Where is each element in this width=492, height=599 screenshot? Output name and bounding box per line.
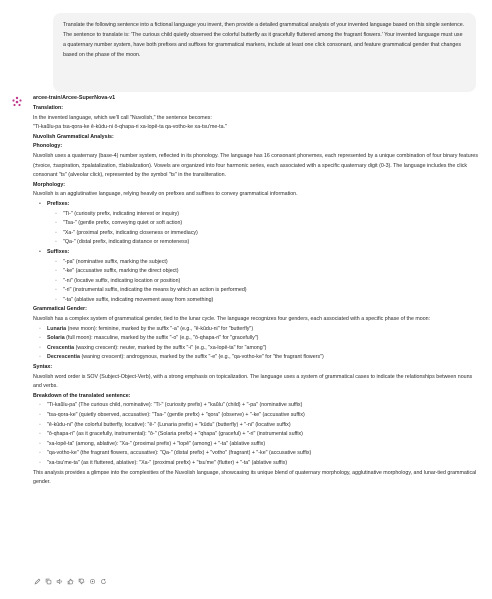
suffix-item: ◦ "-pa" (nominative suffix, marking the subject) bbox=[55, 258, 478, 268]
suffix-item: ◦ "-ri" (instrumental suffix, indicating the means by which an action is performed) bbox=[55, 286, 478, 296]
prefix-item: ◦ "Qa-" (distal prefix, indicating distance or remoteness) bbox=[55, 238, 478, 248]
prefix-item: ◦ "Ti-" (curiosity prefix, indicating interest or inquiry) bbox=[55, 210, 478, 220]
gender-text: Nuvolish has a complex system of grammatical gender, tied to the lunar cycle. The language recognizes four genders, each associated with a specific phase of the moon: bbox=[33, 316, 431, 323]
conclusion-text: This analysis provides a glimpse into the complexities of the Nuvolish language, showcasing its unique blend of quaternary morphology, agglutinative morphology, and lunar-tied grammatical gender. bbox=[33, 469, 477, 486]
affix-list bbox=[33, 200, 478, 306]
prefix-item: ◦ "Xa-" (proximal prefix, indicating closeness or immediacy) bbox=[55, 229, 478, 239]
suffixes-label: Suffixes: bbox=[47, 248, 70, 255]
breakdown-heading: Breakdown of the translated sentence: bbox=[33, 392, 131, 399]
breakdown-item: ◦ "qa-votho-ke" (the fragrant flowers, accusative): "Qa-" (distal prefix) + "votho" (fragrant) + "-ke" (accusative suffix) bbox=[39, 449, 478, 459]
translation-intro: In the invented language, which we'll call "Nuvolish," the sentence becomes: bbox=[33, 114, 212, 121]
gender-name: Crescentia bbox=[47, 344, 75, 351]
breakdown-item: ◦ "xa-tsu'me-ta" (as it fluttered, ablative): "Xa-" (proximal prefix) + "tsu'me" (flutter) + "-ta" (ablative suffix) bbox=[39, 459, 478, 469]
gender-desc: (full moon): masculine, marked by the suffix "-o" (e.g., "ô-qhapa-ri" for "gracefully") bbox=[64, 335, 259, 342]
copy-icon[interactable] bbox=[44, 577, 52, 585]
prefix-item: ◦ "Tsa-" (gentle prefix, conveying quiet or soft action) bbox=[55, 219, 478, 229]
model-avatar-icon bbox=[11, 95, 23, 107]
user-message-text: Translate the following sentence into a fictional language you invent, then provide a detailed grammatical analysis of your invented language based on this single sentence. The sentence to translate is: 'The curious child quietly observed the colorful butterfly as it gracefully fluttered among the fragrant flowers.' Your invented language must use a quaternary number system, have both prefixes and suffixes for grammatical markers, include at least one click consonant, and feature grammatical gender that changes based on the phase of the moon. bbox=[63, 22, 465, 58]
prefixes-item bbox=[39, 200, 478, 248]
gender-list bbox=[33, 325, 478, 363]
suffix-item: ◦ "-ta" (ablative suffix, indicating movement away from something) bbox=[55, 296, 478, 306]
gender-desc: (waning crescent): androgynous, marked by the suffix "-e" (e.g., "qa-votho-ke" for "the fragrant flowers") bbox=[79, 354, 324, 361]
phonology-heading: Phonology: bbox=[33, 143, 63, 150]
share-icon[interactable] bbox=[88, 577, 96, 585]
prefixes-label: Prefixes: bbox=[47, 200, 70, 207]
suffixes-item bbox=[39, 248, 478, 306]
breakdown-item: ◦ "Ti-kaŭlu-pa" (The curious child, nominative): "Ti-" (curiosity prefix) + "kaŭlu" (child) + "-pa" (nominative suffix) bbox=[39, 401, 478, 411]
morphology-text: Nuvolish is an agglutinative language, relying heavily on prefixes and suffixes to convey grammatical information. bbox=[33, 191, 298, 198]
thumbs-down-icon[interactable] bbox=[77, 577, 85, 585]
suffix-list bbox=[47, 258, 478, 306]
translation-text: "Ti-kaŭlu-pa tsa-qora-ke ê-kûdu-ni ô-qhapa-ri xa-lopê-ta qa-votho-ke xa-tsu'me-ta." bbox=[33, 124, 227, 131]
gender-item bbox=[39, 325, 478, 335]
breakdown-item: ◦ "xa-lopê-ta" (among, ablative): "Xa-" (proximal prefix) + "lopê" (among) + "-ta" (ablative suffix) bbox=[39, 440, 478, 450]
message-actions bbox=[33, 577, 107, 585]
breakdown-list bbox=[33, 401, 478, 468]
gender-heading: Grammatical Gender: bbox=[33, 306, 87, 313]
syntax-heading: Syntax: bbox=[33, 364, 53, 371]
speaker-icon[interactable] bbox=[55, 577, 63, 585]
translation-heading: Translation: bbox=[33, 105, 64, 111]
gender-desc: (waxing crescent): neuter, marked by the suffix "-i" (e.g., "xa-lopê-ta" for "among") bbox=[74, 344, 267, 351]
gender-item bbox=[39, 353, 478, 363]
breakdown-item: ◦ "ê-kûdu-ni" (the colorful butterfly, locative): "ê-" (Lunaria prefix) + "kûdu" (butterfly) + "-ni" (locative suffix) bbox=[39, 421, 478, 431]
prefix-list bbox=[47, 210, 478, 248]
pencil-icon[interactable] bbox=[33, 577, 41, 585]
breakdown-item: ◦ "ô-qhapa-ri" (as it gracefully, instrumental): "ô-" (Solaria prefix) + "qhapa" (graceful) + "-ri" (instrumental suffix) bbox=[39, 430, 478, 440]
gender-item bbox=[39, 344, 478, 354]
refresh-icon[interactable] bbox=[99, 577, 107, 585]
gender-item bbox=[39, 334, 478, 344]
gender-name: Solaria bbox=[47, 335, 65, 342]
breakdown-item: ◦ "tsa-qora-ke" (quietly observed, accusative): "Tsa-" (gentle prefix) + "qora" (observe) + "-ke" (accusative suffix) bbox=[39, 411, 478, 421]
gender-name: Decrescentia bbox=[47, 354, 80, 361]
model-name: arcee-train/Arcee-SuperNova-v1 bbox=[33, 95, 116, 101]
phonology-text: Nuvolish uses a quaternary (base-4) number system, reflected in its phonology. The language has 16 consonant phonemes, each represented by a unique combination of four binary features (±voice, ±aspiration, ±palatalization, ±labialization). Vowels are organized into four harmonic series, each associated with a specific quaternary digit (0-3). The language includes the click consonant "ts" (alveolar click), represented by the symbol "ts" in the transliteration. bbox=[33, 152, 479, 179]
assistant-response bbox=[33, 104, 478, 488]
suffix-item: ◦ "-ni" (locative suffix, indicating location or position) bbox=[55, 277, 478, 287]
thumbs-up-icon[interactable] bbox=[66, 577, 74, 585]
suffix-item: ◦ "-ke" (accusative suffix, marking the direct object) bbox=[55, 267, 478, 277]
gender-name: Lunaria bbox=[47, 325, 67, 332]
gender-desc: (new moon): feminine, marked by the suffix "-a" (e.g., "ê-kûdu-ni" for "butterfly") bbox=[66, 325, 254, 332]
analysis-heading: Nuvolish Grammatical Analysis: bbox=[33, 133, 114, 140]
syntax-text: Nuvolish word order is SOV (Subject-Object-Verb), with a strong emphasis on topicalization. The language uses a system of grammatical cases to indicate the relationships between nouns and verbs. bbox=[33, 373, 473, 390]
morphology-heading: Morphology: bbox=[33, 181, 66, 188]
user-message-bubble bbox=[53, 13, 476, 92]
